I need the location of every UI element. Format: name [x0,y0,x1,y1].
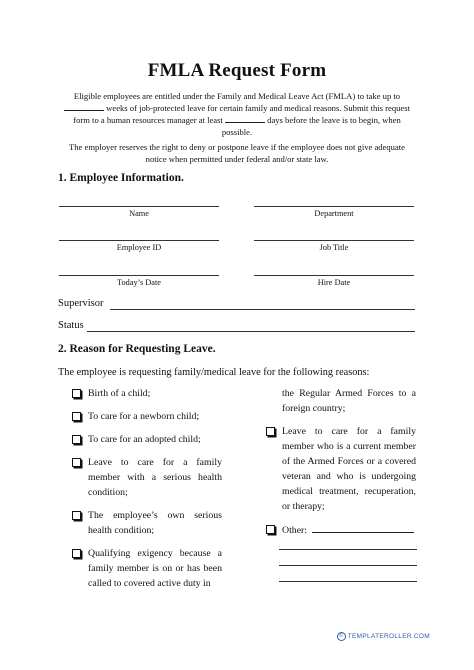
copyright-icon: © [337,632,346,641]
reason-birth[interactable] [72,386,222,401]
employee-id-label: Employee ID [116,243,162,252]
reason-family-member-text: Leave to care for a family member with a serious health condition; [88,457,222,498]
reason-own-condition[interactable] [72,508,222,538]
reason-exigency-continued: the Regular Armed Forces to a foreign country; [282,388,416,414]
checkbox-icon[interactable] [72,549,81,558]
page-title: FMLA Request Form [147,60,327,81]
checkbox-icon[interactable] [72,389,81,398]
department-line[interactable] [254,206,414,207]
job-title-line[interactable] [254,240,414,241]
reasons-left-column [72,386,222,599]
employee-id-line[interactable] [59,240,219,241]
todays-date-line[interactable] [59,275,219,276]
intro-text-3: days before the leave is to begin, when possible. [221,115,401,137]
intro-text-2: weeks of job-protected leave for certain family and medical reasons. Submit this request form to a human resources manager at least [73,103,410,125]
reason-other[interactable] [266,522,416,538]
checkbox-icon[interactable] [72,458,81,467]
reason-own-condition-text: The employee’s own serious health condition; [88,510,222,536]
reason-armed-forces-text: Leave to care for a family member who is a current member of the Armed Forces or a covered veteran and who is undergoing medical treatment, recuperation, or therapy; [282,426,416,512]
supervisor-line[interactable] [110,309,415,310]
section-2-heading: 2. Reason for Requesting Leave. [58,343,216,355]
reasons-right-column [266,386,416,582]
other-line-4[interactable] [279,581,417,582]
department-label: Department [314,209,354,218]
reason-exigency[interactable] [72,546,222,591]
reason-other-label: Other: [282,525,308,536]
other-line-3[interactable] [279,565,417,566]
days-blank[interactable] [225,114,265,123]
section-1-heading: 1. Employee Information. [58,172,184,184]
status-line[interactable] [87,331,415,332]
checkbox-icon[interactable] [266,525,275,534]
reason-newborn[interactable] [72,409,222,424]
checkbox-icon[interactable] [72,511,81,520]
weeks-blank[interactable] [64,102,104,111]
hire-date-line[interactable] [254,275,414,276]
hire-date-label: Hire Date [317,278,351,287]
intro-paragraph [60,90,414,138]
footer-brand-text: TEMPLATEROLLER.COM [347,633,430,641]
intro-text-1: Eligible employees are entitled under the Family and Medical Leave Act (FMLA) to take up to [73,91,401,101]
job-title-label: Job Title [319,243,349,252]
notice-paragraph: The employer reserves the right to deny or postpone leave if the employee does not give adequate notice when permitted under federal and/or state law. [69,142,405,164]
reason-newborn-text: To care for a newborn child; [88,411,200,422]
todays-date-label: Today’s Date [117,278,161,287]
status-label: Status [58,320,84,331]
checkbox-icon[interactable] [72,435,81,444]
other-line-1[interactable] [312,522,414,533]
name-label: Name [129,209,149,218]
section-2-lead: The employee is requesting family/medical leave for the following reasons: [58,367,370,378]
name-line[interactable] [59,206,219,207]
reason-birth-text: Birth of a child; [88,388,151,399]
reason-armed-forces[interactable] [266,424,416,514]
reason-exigency-text: Qualifying exigency because a family member is on or has been called to covered active duty in [88,548,222,589]
supervisor-label: Supervisor [58,298,104,309]
other-line-2[interactable] [279,549,417,550]
reason-adopted-text: To care for an adopted child; [88,434,201,445]
checkbox-icon[interactable] [72,412,81,421]
reason-adopted[interactable] [72,432,222,447]
reason-family-member[interactable] [72,455,222,500]
checkbox-icon[interactable] [266,427,275,436]
footer-brand[interactable] [337,632,430,641]
